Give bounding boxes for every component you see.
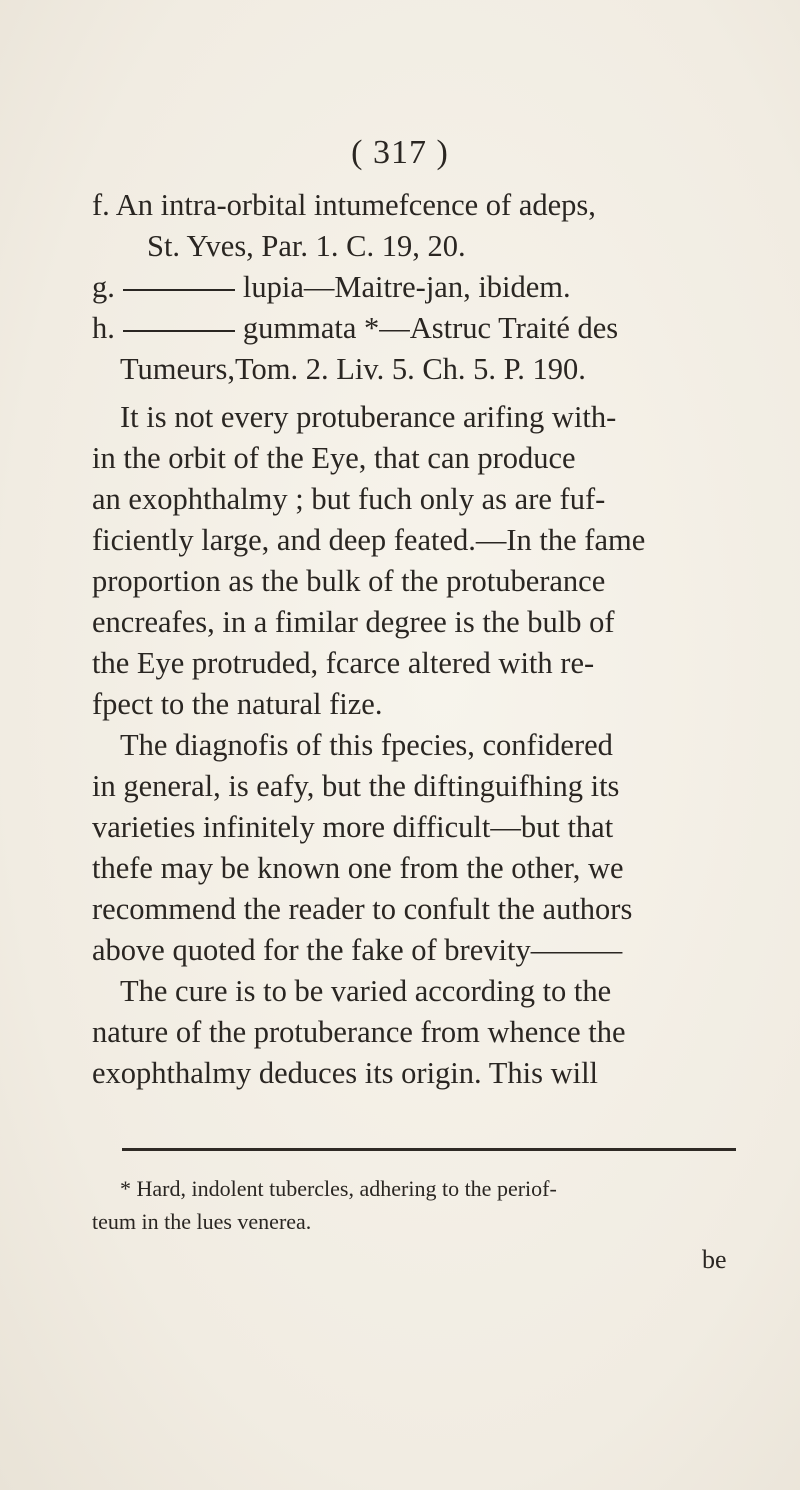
footnote-rule <box>122 1148 736 1151</box>
text-line: recommend the reader to confult the authors <box>92 892 633 926</box>
text-line: varieties infinitely more difficult—but that <box>92 810 614 844</box>
text-line: ficiently large, and deep feated.—In the fame <box>92 523 646 557</box>
text-line: exophthalmy deduces its origin. This will <box>92 1056 599 1090</box>
text-line: encreafes, in a fimilar degree is the bulb of <box>92 605 615 639</box>
text-line: the Eye protruded, fcarce altered with re- <box>92 646 595 680</box>
entry-f: f. An intra-orbital intumefcence of adeps, <box>92 188 596 222</box>
footnote-line: * Hard, indolent tubercles, adhering to the periof- <box>120 1176 557 1201</box>
entry-h-label: h. <box>92 311 115 345</box>
entry-h <box>92 313 618 344</box>
entry-g-label: g. <box>92 270 115 304</box>
ditto-dash <box>123 289 235 291</box>
text-line: thefe may be known one from the other, we <box>92 851 624 885</box>
text-line: an exophthalmy ; but fuch only as are fuf- <box>92 482 606 516</box>
entry-h-text: gummata *—Astruc Traité des <box>242 311 619 345</box>
text-line: above quoted for the fake of brevity——— <box>92 933 623 967</box>
text-line: The diagnofis of this fpecies, confidered <box>120 728 613 762</box>
catchword: be <box>702 1245 727 1274</box>
text-line: in general, is eafy, but the diftinguifhing its <box>92 769 620 803</box>
footnote-line: teum in the lues venerea. <box>92 1209 312 1234</box>
text-line: nature of the protuberance from whence the <box>92 1015 626 1049</box>
text-line: The cure is to be varied according to the <box>120 974 612 1008</box>
entry-g <box>92 272 571 303</box>
page-number: ( 317 ) <box>351 134 449 171</box>
entry-h-cont: Tumeurs,Tom. 2. Liv. 5. Ch. 5. P. 190. <box>120 352 586 386</box>
text-line: fpect to the natural fize. <box>92 687 383 721</box>
text-line: It is not every protuberance arifing with- <box>120 400 617 434</box>
entry-f-cont: St. Yves, Par. 1. C. 19, 20. <box>147 229 466 263</box>
text-line: proportion as the bulk of the protuberance <box>92 564 606 598</box>
entry-g-text: lupia—Maitre-jan, ibidem. <box>242 270 571 304</box>
ditto-dash <box>123 330 235 332</box>
text-line: in the orbit of the Eye, that can produce <box>92 441 576 475</box>
